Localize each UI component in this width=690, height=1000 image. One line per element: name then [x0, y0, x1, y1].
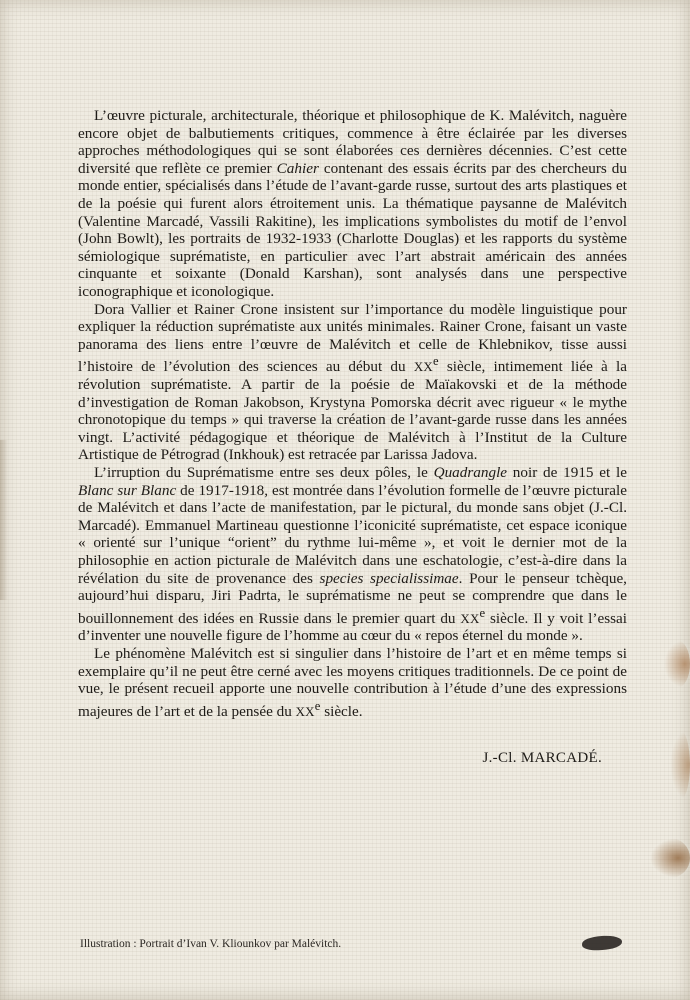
paragraph-2 [78, 301, 627, 464]
author-signature: J.-Cl. MARCADÉ. [482, 750, 602, 766]
superscript: e [479, 605, 486, 620]
text-run: contenant des essais écrits par des chercheurs du monde entier, spécialisés dans l’étude de l’avant-garde russe, surtout des arts plastiques et de la poésie qui furent alors étroitement unis. La thématique paysanne de Malévitch (Valentine Marcadé, Vassili Rakitine), les implications symbolistes du motif de l’envol (John Bowlt), les portraits de 1932-1933 (Charlotte Douglas) et les rapports du système sémiologique suprématiste, en particulier avec l’art abstrait américain des années cinquante et soixante (Donald Karshan), sont analysés dans une perspective iconographique et iconologique. [78, 159, 627, 300]
italic-term: species specialissimae [319, 569, 459, 587]
foxing-stain [650, 838, 690, 878]
text-run: L’œuvre picturale, architecturale, théorique et philosophique de K. Malévitch, naguère encore objet de balbutiements critiques, commence à être éclairée par les diverses approches méthodologiques qui se sont élaborées ces dernières décennies. C’est cette diversité que reflète ce premier [78, 107, 627, 177]
text-run: siècle, intimement liée à la révolution suprématiste. A partir de la poésie de Maïakovski et de la méthode d’investigation de Roman Jakobson, Krystyna Pomorska décrit avec rigueur « le mythe chronotopique du temps » qui traverse la création de l’avant-garde russe dans les années vingt. L’activité pédagogique et théorique de Malévitch à l’Institut de la Culture Artistique de Pétrograd (Inkhouk) est retracée par Larissa Jadova. [78, 358, 628, 464]
text-run: siècle. Il y voit l’essai d’inventer une nouvelle figure de l’homme au cœur du « repos éternel du monde ». [78, 609, 627, 645]
century-numeral: XX [460, 610, 480, 626]
text-run: Le phénomène Malévitch est si singulier dans l’histoire de l’art et en même temps si exemplaire qu’il ne peut être cerné avec les moyens critiques traditionnels. De ce point de vue, le présent recueil apporte une nouvelle contribution à l’étude d’une des expressions majeures de l’art et de la pensée du [78, 644, 627, 720]
foxing-stain [670, 730, 690, 800]
paragraph-3 [78, 464, 627, 645]
superscript: e [433, 354, 439, 369]
body-text [78, 107, 627, 720]
text-run: de 1917-1918, est montrée dans l’évolution formelle de l’œuvre picturale de Malévitch et dans l’acte de manifestation, par le pictural, du monde sans objet (J.-Cl. Marcadé). Emmanuel Martineau questionne l’iconicité suprématiste, cet espace iconique « orienté sur l’unique “orient” du rythme lui-même », et voit le dernier mot de la philosophie en action picturale de Malévitch dans une eschatologie, c’est-à-dire dans la révélation du site de provenance des [78, 481, 627, 587]
ink-stamp [582, 935, 623, 951]
superscript: e [314, 698, 321, 713]
foxing-stain [664, 640, 690, 688]
italic-title: Cahier [276, 159, 319, 177]
paragraph-1 [78, 107, 627, 301]
edge-discoloration [0, 440, 8, 600]
text-run: L’irruption du Suprématisme entre ses deux pôles, le [94, 463, 434, 481]
text-run: . Pour le penseur tchèque, aujourd’hui disparu, Jiri Padrta, le suprématisme ne peut se comprendre que dans le bouillonnement des idées en Russie dans le premier quart du [78, 569, 627, 627]
text-run: siècle. [320, 702, 363, 720]
text-run: noir de 1915 et le [507, 463, 627, 481]
italic-title: Blanc sur Blanc [78, 481, 177, 499]
paragraph-4 [78, 645, 627, 720]
text-run: Dora Vallier et Rainer Crone insistent sur l’importance du modèle linguistique pour expliquer la réduction suprématiste aux unités minimales. Rainer Crone, faisant un vaste panorama des liens entre l’œuvre de Malévitch et celle de Khlebnikov, tisse aussi l’histoire de l’évolution des sciences au début du [78, 300, 627, 376]
italic-title: Quadrangle [433, 463, 508, 481]
illustration-caption: Illustration : Portrait d’Ivan V. Kliounkov par Malévitch. [80, 938, 342, 950]
century-numeral: XX [295, 703, 315, 719]
century-numeral: XX [413, 359, 434, 375]
